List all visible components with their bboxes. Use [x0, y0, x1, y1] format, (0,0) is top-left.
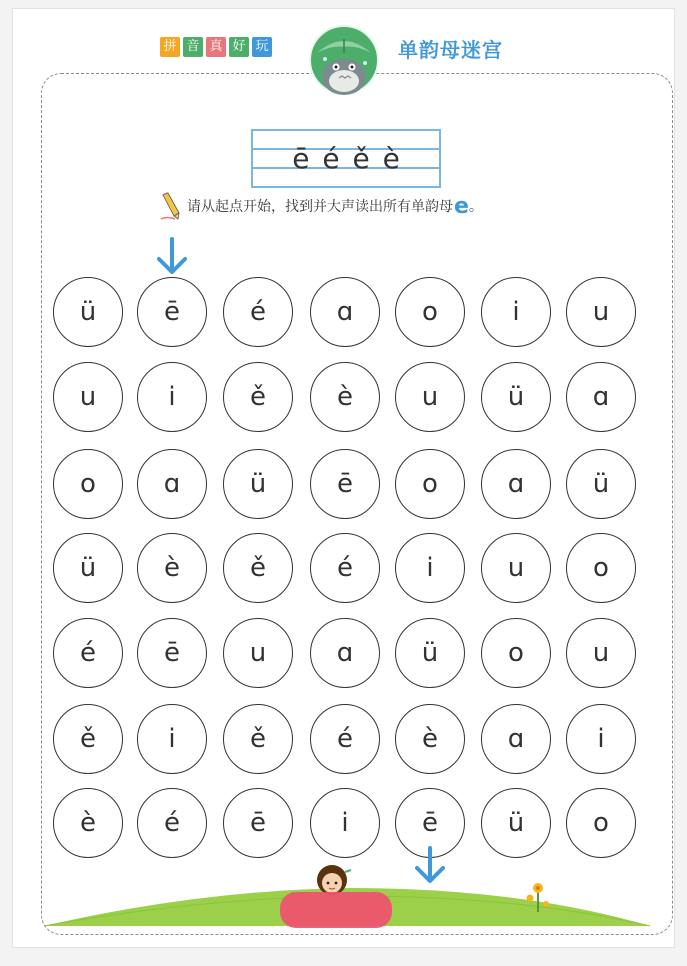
maze-cell[interactable]: é — [310, 704, 380, 774]
maze-cell[interactable]: o — [395, 449, 465, 519]
maze-cell[interactable]: i — [481, 277, 551, 347]
maze-cell[interactable]: ü — [481, 362, 551, 432]
maze-cell[interactable]: ɑ — [481, 704, 551, 774]
maze-cell[interactable]: ɑ — [310, 618, 380, 688]
maze-cell[interactable]: u — [53, 362, 123, 432]
brand-char: 玩 — [252, 37, 272, 57]
maze-cell[interactable]: o — [566, 533, 636, 603]
maze-cell[interactable]: ē — [137, 277, 207, 347]
maze-cell[interactable]: é — [223, 277, 293, 347]
maze-cell[interactable]: ü — [53, 533, 123, 603]
maze-cell[interactable]: o — [481, 618, 551, 688]
maze-cell[interactable]: ē — [310, 449, 380, 519]
maze-cell[interactable]: u — [566, 618, 636, 688]
maze-cell[interactable]: ɑ — [566, 362, 636, 432]
maze-cell[interactable]: ě — [223, 362, 293, 432]
maze-cell[interactable]: ě — [223, 704, 293, 774]
maze-cell[interactable]: ü — [566, 449, 636, 519]
maze-cell[interactable]: u — [395, 362, 465, 432]
maze-cell[interactable]: o — [566, 788, 636, 858]
maze-cell[interactable]: è — [53, 788, 123, 858]
maze-cell[interactable]: ɑ — [481, 449, 551, 519]
maze-cell[interactable]: è — [395, 704, 465, 774]
maze-cell[interactable]: ě — [223, 533, 293, 603]
maze-cell[interactable]: u — [566, 277, 636, 347]
redaction-mark — [280, 892, 392, 928]
maze-cell[interactable]: o — [53, 449, 123, 519]
maze-cell[interactable]: ɑ — [310, 277, 380, 347]
maze-cell[interactable]: è — [310, 362, 380, 432]
tone-text: ē é ě è — [292, 142, 400, 175]
maze-cell[interactable]: ü — [53, 277, 123, 347]
maze-cell[interactable]: i — [310, 788, 380, 858]
maze-cell[interactable]: é — [310, 533, 380, 603]
maze-cell[interactable]: ü — [481, 788, 551, 858]
maze-cell[interactable]: u — [223, 618, 293, 688]
page-title: 单韵母迷宫 — [398, 38, 503, 62]
maze-cell[interactable]: ɑ — [137, 449, 207, 519]
instruction-text: 请从起点开始，找到并大声读出所有单韵母 — [187, 199, 453, 215]
maze-cell[interactable]: i — [137, 362, 207, 432]
maze-cell[interactable]: é — [137, 788, 207, 858]
maze-cell[interactable]: ē — [395, 788, 465, 858]
brand-char: 拼 — [160, 37, 180, 57]
maze-cell[interactable]: ě — [53, 704, 123, 774]
maze-cell[interactable]: ü — [395, 618, 465, 688]
brand-char: 真 — [206, 37, 226, 57]
instruction-target: e — [454, 193, 469, 219]
maze-cell[interactable]: ē — [223, 788, 293, 858]
brand-char: 音 — [183, 37, 203, 57]
maze-cell[interactable]: i — [566, 704, 636, 774]
maze-cell[interactable]: é — [53, 618, 123, 688]
maze-cell[interactable]: ē — [137, 618, 207, 688]
maze-cell[interactable]: è — [137, 533, 207, 603]
maze-cell[interactable]: u — [481, 533, 551, 603]
maze-cell[interactable]: i — [395, 533, 465, 603]
instruction-end: 。 — [468, 199, 483, 215]
maze-cell[interactable]: i — [137, 704, 207, 774]
maze-cell[interactable]: ü — [223, 449, 293, 519]
brand-char: 好 — [229, 37, 249, 57]
maze-cell[interactable]: o — [395, 277, 465, 347]
